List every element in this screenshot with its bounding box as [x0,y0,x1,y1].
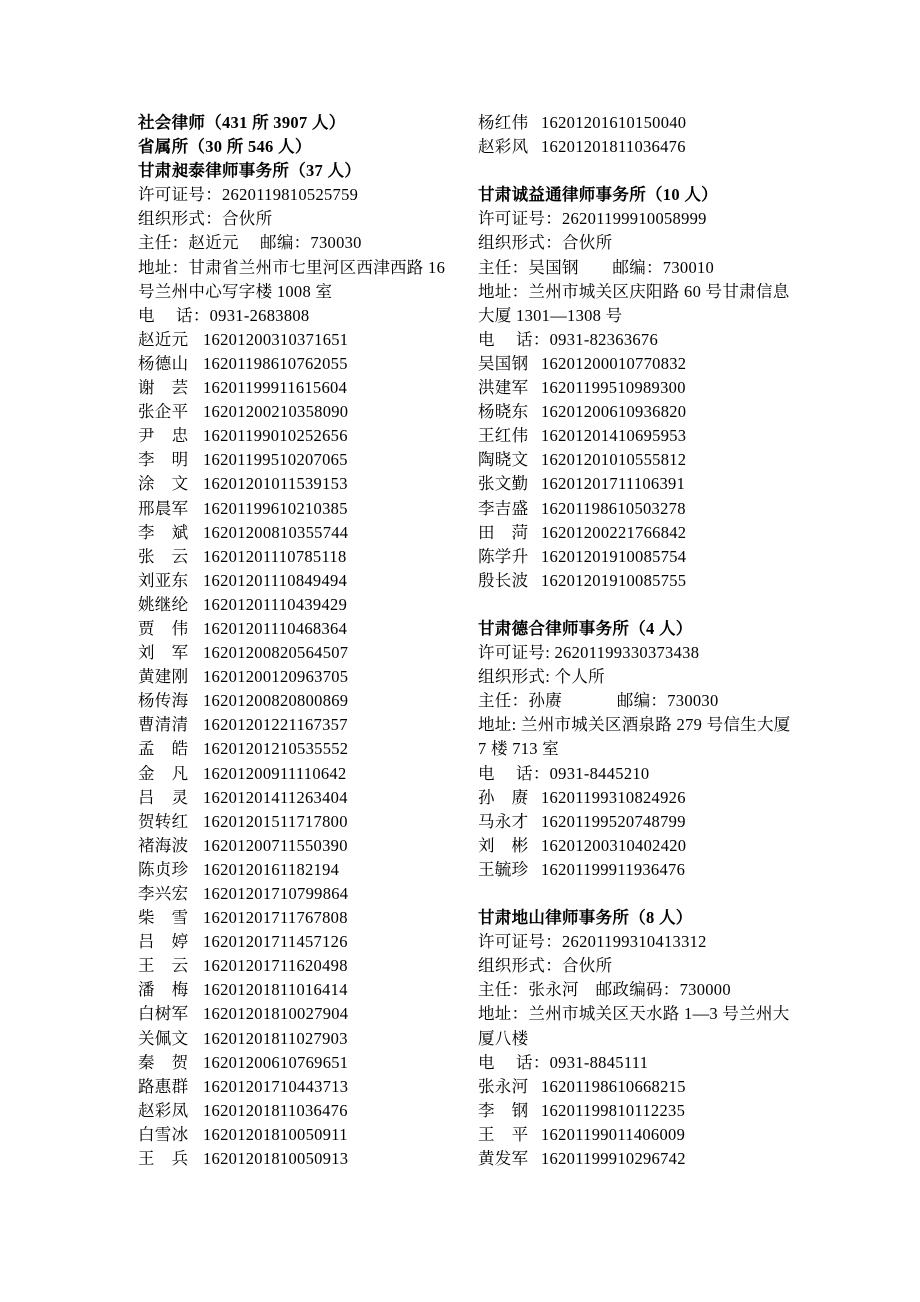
lawyer-row [138,593,446,617]
firm-info-line: 电 话：0931-8845111 [478,1052,649,1072]
lawyer-row [138,545,446,569]
lawyer-row [138,448,446,472]
lawyer-name: 刘亚东 [138,570,189,590]
lawyer-row [138,424,446,448]
lawyer-row [138,1051,446,1075]
license-number: 16201198610668215 [541,1076,686,1096]
license-number: 16201201711106391 [541,474,686,494]
firm-info-line: 电 话：0931-2683808 [138,305,310,325]
lawyer-row [138,1147,446,1171]
section-heading: 社会律师（431 所 3907 人） [138,113,346,132]
lawyer-row [138,1099,446,1123]
lawyer-row [138,906,446,930]
license-number: 16201200820564507 [203,643,349,663]
license-number: 16201199010252656 [203,426,348,446]
lawyer-name: 陶晓文 [478,450,529,470]
lawyer-name: 贾 伟 [138,618,189,638]
lawyer-row [478,424,790,448]
lawyer-name: 刘 军 [138,643,189,663]
lawyer-name: 王毓珍 [478,859,529,879]
license-number: 16201201810050911 [203,1124,348,1144]
license-number: 16201200610769651 [203,1052,349,1072]
firm-info-line: 组织形式：合伙所 [138,209,273,229]
lawyer-row [138,641,446,665]
license-number: 16201201110439429 [203,594,348,614]
lawyer-name: 杨红伟 [478,113,529,132]
lawyer-name: 白树军 [138,1004,189,1024]
lawyer-row [138,954,446,978]
lawyer-name: 贺转红 [138,811,189,831]
lawyer-row [138,665,446,689]
license-number: 16201201011539153 [203,474,348,494]
section-heading: 省属所（30 所 546 人） [138,137,312,157]
lawyer-name: 谢 芸 [138,378,189,398]
license-number: 16201201610150040 [541,113,687,132]
firm-info-line: 组织形式: 个人所 [478,667,605,687]
license-number: 16201201210535552 [203,739,349,759]
lawyer-name: 褚海波 [138,835,189,855]
lawyer-name: 李 斌 [138,522,189,542]
firm-info-line: 许可证号：26201199910058999 [478,209,707,229]
lawyer-row [138,1027,446,1051]
section-heading: 甘肃地山律师事务所（8 人） [478,908,693,928]
blank-line [478,593,790,617]
lawyer-name: 王 兵 [138,1149,189,1169]
firm-info-line: 7 楼 713 室 [478,739,560,759]
lawyer-name: 邢晨军 [138,498,189,518]
lawyer-name: 李兴宏 [138,884,189,903]
lawyer-name: 洪建军 [478,378,529,398]
license-number: 16201201710443713 [203,1076,349,1096]
lawyer-name: 刘 彬 [478,835,529,855]
lawyer-row [478,834,790,858]
firm-info-line: 大厦 1301—1308 号 [478,305,623,325]
lawyer-name: 陈贞珍 [138,859,189,879]
lawyer-name: 吕 灵 [138,787,189,807]
lawyer-name: 张文勤 [478,474,529,494]
lawyer-name: 吴国钢 [478,353,529,373]
license-number: 16201199910296742 [541,1149,686,1169]
license-number: 16201200610936820 [541,402,687,422]
lawyer-name: 王 云 [138,956,189,976]
lawyer-name: 孙 赓 [478,787,529,807]
license-number: 16201200711550390 [203,835,348,855]
lawyer-row [478,352,790,376]
lawyer-name: 杨传海 [138,691,189,711]
lawyer-row [138,617,446,641]
lawyer-row [138,978,446,1002]
lawyer-row [138,569,446,593]
lawyer-name: 赵彩凤 [138,1100,189,1120]
firm-info-line: 电 话：0931-8445210 [478,763,650,783]
firm-info-line: 地址: 兰州市城关区酒泉路 279 号信生大厦 [478,715,791,735]
lawyer-row [138,810,446,834]
lawyer-name: 杨德山 [138,353,189,373]
firm-info-line: 组织形式：合伙所 [478,956,613,976]
firm-info-line: 主任：赵近元 邮编：730030 [138,233,362,253]
firm-info-line: 厦八楼 [478,1028,529,1048]
lawyer-name: 王红伟 [478,426,529,446]
lawyer-name: 张永河 [478,1076,529,1096]
lawyer-row [138,882,446,906]
license-number: 16201201221167357 [203,715,348,735]
lawyer-name: 吕 婷 [138,932,189,952]
license-number: 16201200210358090 [203,402,349,422]
license-number: 16201199610210385 [203,498,348,518]
lawyer-row [478,400,790,424]
license-number: 16201201010555812 [541,450,687,470]
license-number: 16201199011406009 [541,1124,686,1144]
lawyer-row [138,834,446,858]
license-number: 16201201811036476 [203,1100,348,1120]
lawyer-name: 杨晓东 [478,402,529,422]
lawyer-name: 姚继纶 [138,594,189,614]
license-number: 16201199911936476 [541,859,686,879]
firm-info-line: 许可证号：2620119810525759 [138,185,359,205]
license-number: 16201199510989300 [541,378,686,398]
license-number: 16201201711620498 [203,956,348,976]
lawyer-row [478,448,790,472]
license-number: 16201201710799864 [203,884,349,903]
license-number: 16201201110849494 [203,570,348,590]
license-number: 16201201410695953 [541,426,687,446]
blank-line [478,159,790,183]
lawyer-row [138,1075,446,1099]
license-number: 16201201910085754 [541,546,687,566]
lawyer-row [478,1075,790,1099]
license-number: 16201201910085755 [541,570,687,590]
firm-info-line: 主任：吴国钢 邮编：730010 [478,257,715,277]
lawyer-name: 涂 文 [138,474,189,494]
lawyer-row [478,858,790,882]
license-number: 16201201110468364 [203,618,348,638]
firm-info-line: 号兰州中心写字楼 1008 室 [138,281,333,301]
lawyer-name: 马永才 [478,811,529,831]
lawyer-row [138,689,446,713]
license-number: 16201201411263404 [203,787,348,807]
lawyer-row [478,497,790,521]
lawyer-row [138,713,446,737]
lawyer-name: 张 云 [138,546,189,566]
firm-info-line: 组织形式：合伙所 [478,233,613,253]
lawyer-row [478,810,790,834]
lawyer-name: 张企平 [138,402,189,422]
lawyer-row [478,569,790,593]
left-column [138,111,446,1171]
lawyer-name: 金 凡 [138,763,189,783]
firm-info-line: 许可证号: 26201199330373438 [478,643,700,663]
license-number: 16201201810050913 [203,1149,349,1169]
license-number: 16201200221766842 [541,522,687,542]
right-column [478,111,790,1171]
lawyer-name: 白雪冰 [138,1124,189,1144]
lawyer-name: 黄建刚 [138,667,189,687]
blank-line [478,882,790,906]
lawyer-row [138,521,446,545]
firm-info-line: 主任：张永河 邮政编码：730000 [478,980,731,1000]
license-number: 16201199310824926 [541,787,686,807]
license-number: 16201201811027903 [203,1028,348,1048]
lawyer-row [478,786,790,810]
lawyer-name: 曹清清 [138,715,189,735]
lawyer-row [478,111,790,135]
lawyer-name: 柴 雪 [138,908,189,928]
license-number: 16201201711767808 [203,908,348,928]
license-number: 16201200310402420 [541,835,687,855]
license-number: 1620120161182194 [203,859,340,879]
lawyer-name: 秦 贺 [138,1052,189,1072]
lawyer-row [138,762,446,786]
lawyer-row [138,858,446,882]
lawyer-name: 孟 皓 [138,739,189,759]
license-number: 16201199520748799 [541,811,686,831]
license-number: 16201199510207065 [203,450,348,470]
lawyer-row [478,1123,790,1147]
firm-info-line: 电 话：0931-82363676 [478,329,659,349]
license-number: 16201199810112235 [541,1100,686,1120]
lawyer-name: 王 平 [478,1124,529,1144]
lawyer-name: 路惠群 [138,1076,189,1096]
lawyer-row [138,352,446,376]
lawyer-name: 赵近元 [138,329,189,349]
lawyer-name: 田 菏 [478,522,529,542]
lawyer-row [478,472,790,496]
license-number: 16201201711457126 [203,932,348,952]
section-heading: 甘肃诚益通律师事务所（10 人） [478,185,718,205]
firm-info-line: 许可证号：26201199310413312 [478,932,707,952]
lawyer-row [138,376,446,400]
lawyer-row [478,376,790,400]
lawyer-name: 尹 忠 [138,426,189,446]
lawyer-name: 李吉盛 [478,498,529,518]
lawyer-row [478,1099,790,1123]
lawyer-name: 潘 梅 [138,980,189,1000]
license-number: 16201201110785118 [203,546,347,566]
license-number: 16201198610503278 [541,498,686,518]
lawyer-name: 关佩文 [138,1028,189,1048]
lawyer-row [138,930,446,954]
lawyer-row [138,1123,446,1147]
lawyer-row [138,328,446,352]
firm-info-line: 地址：甘肃省兰州市七里河区西津西路 16 [138,257,446,277]
section-heading: 甘肃昶泰律师事务所（37 人） [138,161,362,181]
license-number: 16201200120963705 [203,667,349,687]
lawyer-name: 陈学升 [478,546,529,566]
firm-info-line: 主任：孙赓 邮编：730030 [478,691,719,711]
lawyer-name: 李 钢 [478,1100,529,1120]
license-number: 16201200010770832 [541,353,687,373]
license-number: 16201198610762055 [203,353,348,373]
lawyer-name: 赵彩风 [478,137,529,157]
license-number: 16201201811036476 [541,137,686,157]
lawyer-name: 殷长波 [478,570,529,590]
lawyer-name: 黄发军 [478,1149,529,1169]
license-number: 16201201810027904 [203,1004,349,1024]
lawyer-row [138,400,446,424]
lawyer-row [478,521,790,545]
lawyer-row [138,786,446,810]
firm-info-line: 地址：兰州市城关区天水路 1—3 号兰州大 [478,1004,790,1024]
lawyer-row [138,1002,446,1026]
section-heading: 甘肃德合律师事务所（4 人） [478,618,693,638]
lawyer-row [138,737,446,761]
license-number: 16201200911110642 [203,763,347,783]
lawyer-row [138,497,446,521]
license-number: 16201199911615604 [203,378,348,398]
lawyer-name: 李 明 [138,450,189,470]
license-number: 16201201811016414 [203,980,348,1000]
license-number: 16201200310371651 [203,329,349,349]
lawyer-row [478,1147,790,1171]
lawyer-row [478,135,790,159]
license-number: 16201200820800869 [203,691,349,711]
license-number: 16201201511717800 [203,811,348,831]
license-number: 16201200810355744 [203,522,349,542]
lawyer-row [478,545,790,569]
lawyer-row [138,472,446,496]
firm-info-line: 地址：兰州市城关区庆阳路 60 号甘肃信息 [478,281,790,301]
